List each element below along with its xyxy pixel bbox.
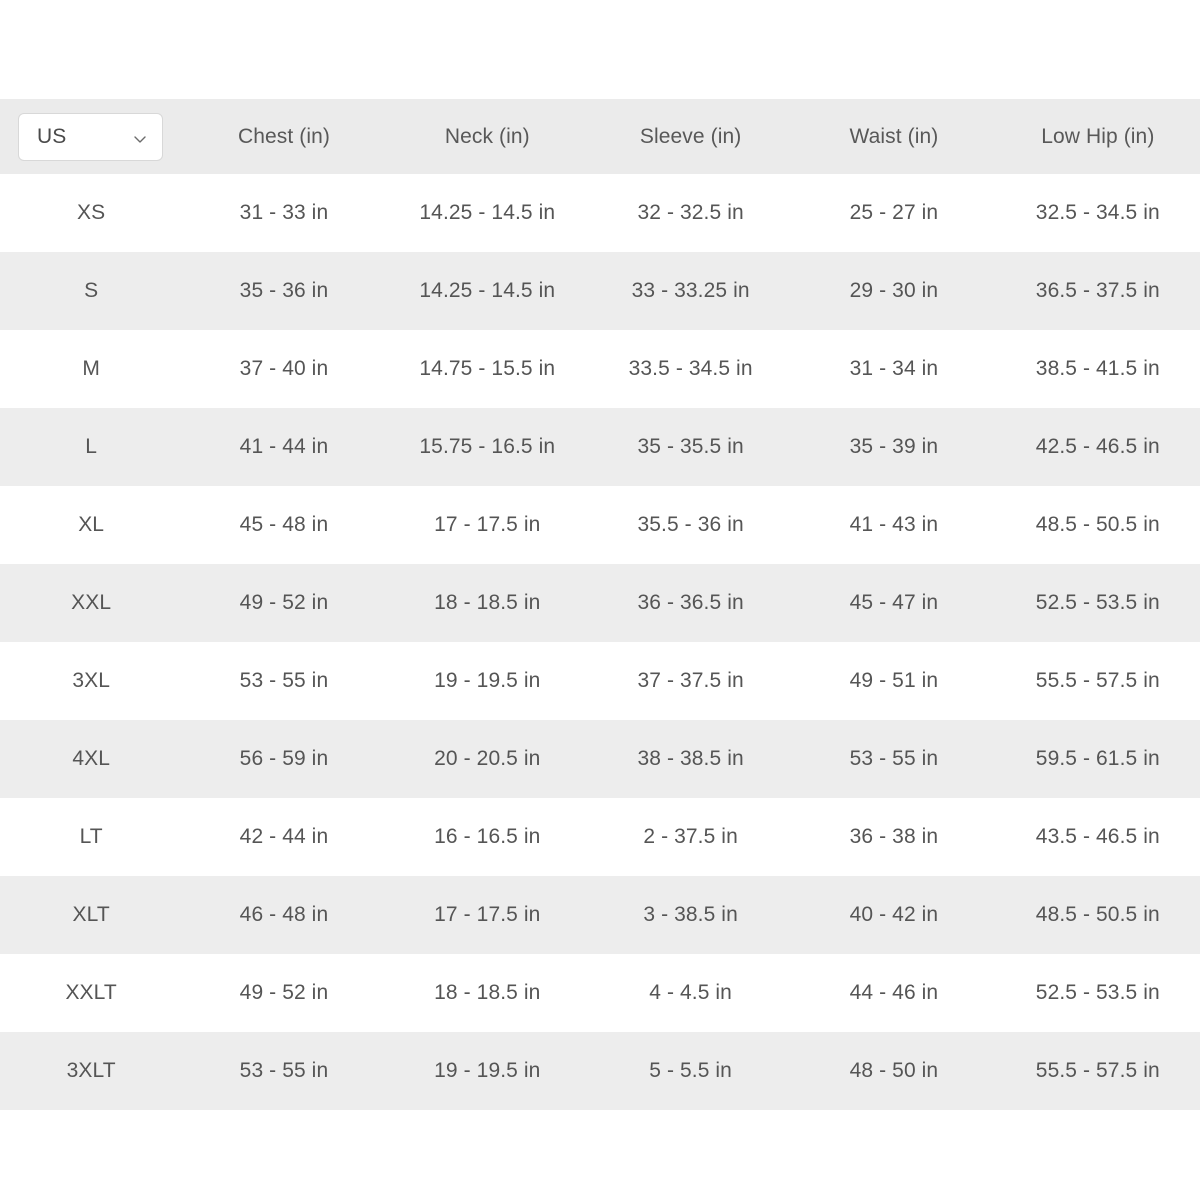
cell-sleeve: 33 - 33.25 in <box>631 279 750 302</box>
column-header-waist: Waist (in) <box>849 124 939 148</box>
table-row <box>0 876 1200 954</box>
table-row <box>0 408 1200 486</box>
cell-waist: 49 - 51 in <box>849 669 939 692</box>
cell-sleeve: 37 - 37.5 in <box>637 669 744 692</box>
row-size-label: XXL <box>71 591 112 614</box>
cell-low-hip: 38.5 - 41.5 in <box>1035 357 1160 380</box>
header-row <box>0 99 1200 174</box>
table-row <box>0 1032 1200 1110</box>
table-row <box>0 720 1200 798</box>
cell-sleeve: 35.5 - 36 in <box>637 513 744 536</box>
table-row <box>0 798 1200 876</box>
size-chart-table-wrapper <box>0 99 1200 1110</box>
cell-chest: 56 - 59 in <box>239 747 329 770</box>
cell-neck: 18 - 18.5 in <box>434 591 541 614</box>
cell-low-hip: 55.5 - 57.5 in <box>1035 1059 1160 1082</box>
cell-sleeve: 32 - 32.5 in <box>637 201 744 224</box>
table-row <box>0 954 1200 1032</box>
cell-neck: 20 - 20.5 in <box>434 747 541 770</box>
cell-neck: 15.75 - 16.5 in <box>419 435 556 458</box>
cell-neck: 17 - 17.5 in <box>434 513 541 536</box>
column-header-chest: Chest (in) <box>237 124 330 148</box>
chevron-down-icon <box>132 129 148 145</box>
table-row <box>0 252 1200 330</box>
row-size-label: S <box>84 279 99 302</box>
row-size-label: L <box>85 435 98 458</box>
column-header-low-hip: Low Hip (in) <box>1041 124 1155 148</box>
cell-low-hip: 36.5 - 37.5 in <box>1035 279 1160 302</box>
size-chart-table <box>0 99 1200 1110</box>
table-header <box>0 99 1200 174</box>
cell-sleeve: 36 - 36.5 in <box>637 591 744 614</box>
row-size-label: M <box>82 357 100 380</box>
cell-low-hip: 48.5 - 50.5 in <box>1035 513 1160 536</box>
cell-chest: 42 - 44 in <box>239 825 329 848</box>
cell-chest: 31 - 33 in <box>239 201 329 224</box>
cell-low-hip: 48.5 - 50.5 in <box>1035 903 1160 926</box>
cell-neck: 16 - 16.5 in <box>434 825 541 848</box>
cell-low-hip: 42.5 - 46.5 in <box>1035 435 1160 458</box>
cell-low-hip: 59.5 - 61.5 in <box>1035 747 1160 770</box>
row-size-label: XXLT <box>65 981 117 1004</box>
table-body <box>0 174 1200 1110</box>
cell-neck: 14.25 - 14.5 in <box>419 201 556 224</box>
row-size-label: XL <box>78 513 105 536</box>
cell-low-hip: 52.5 - 53.5 in <box>1035 591 1160 614</box>
cell-neck: 18 - 18.5 in <box>434 981 541 1004</box>
cell-sleeve: 5 - 5.5 in <box>649 1059 732 1082</box>
table-row <box>0 330 1200 408</box>
cell-chest: 53 - 55 in <box>239 669 329 692</box>
cell-waist: 44 - 46 in <box>849 981 939 1004</box>
cell-low-hip: 55.5 - 57.5 in <box>1035 669 1160 692</box>
row-size-label: 3XLT <box>66 1059 116 1082</box>
cell-sleeve: 38 - 38.5 in <box>637 747 744 770</box>
cell-chest: 53 - 55 in <box>239 1059 329 1082</box>
cell-chest: 46 - 48 in <box>239 903 329 926</box>
row-size-label: XLT <box>72 903 110 926</box>
cell-sleeve: 4 - 4.5 in <box>649 981 732 1004</box>
cell-sleeve: 2 - 37.5 in <box>643 825 738 848</box>
cell-waist: 36 - 38 in <box>849 825 939 848</box>
table-row <box>0 642 1200 720</box>
table-row <box>0 486 1200 564</box>
cell-waist: 41 - 43 in <box>849 513 939 536</box>
cell-waist: 48 - 50 in <box>849 1059 939 1082</box>
cell-waist: 53 - 55 in <box>849 747 939 770</box>
cell-waist: 29 - 30 in <box>849 279 939 302</box>
cell-neck: 19 - 19.5 in <box>434 1059 541 1082</box>
unit-select[interactable] <box>18 113 163 161</box>
cell-neck: 14.75 - 15.5 in <box>419 357 556 380</box>
cell-sleeve: 33.5 - 34.5 in <box>628 357 753 380</box>
cell-low-hip: 43.5 - 46.5 in <box>1035 825 1160 848</box>
row-size-label: 4XL <box>72 747 110 770</box>
cell-chest: 45 - 48 in <box>239 513 329 536</box>
cell-chest: 35 - 36 in <box>239 279 329 302</box>
row-size-label: 3XL <box>72 669 110 692</box>
cell-chest: 49 - 52 in <box>239 981 329 1004</box>
cell-waist: 35 - 39 in <box>849 435 939 458</box>
column-header-sleeve: Sleeve (in) <box>639 124 742 148</box>
row-size-label: LT <box>79 825 103 848</box>
cell-waist: 31 - 34 in <box>849 357 939 380</box>
table-row <box>0 174 1200 252</box>
cell-neck: 14.25 - 14.5 in <box>419 279 556 302</box>
cell-chest: 49 - 52 in <box>239 591 329 614</box>
cell-low-hip: 32.5 - 34.5 in <box>1035 201 1160 224</box>
cell-low-hip: 52.5 - 53.5 in <box>1035 981 1160 1004</box>
cell-neck: 17 - 17.5 in <box>434 903 541 926</box>
row-size-label: XS <box>77 201 106 224</box>
cell-waist: 40 - 42 in <box>849 903 939 926</box>
cell-chest: 41 - 44 in <box>239 435 329 458</box>
cell-sleeve: 35 - 35.5 in <box>637 435 744 458</box>
cell-waist: 25 - 27 in <box>849 201 939 224</box>
unit-select-label: US <box>37 124 67 148</box>
cell-neck: 19 - 19.5 in <box>434 669 541 692</box>
cell-sleeve: 3 - 38.5 in <box>643 903 738 926</box>
cell-chest: 37 - 40 in <box>239 357 329 380</box>
table-row <box>0 564 1200 642</box>
unit-select-cell <box>0 99 182 174</box>
column-header-neck: Neck (in) <box>444 124 530 148</box>
cell-waist: 45 - 47 in <box>849 591 939 614</box>
